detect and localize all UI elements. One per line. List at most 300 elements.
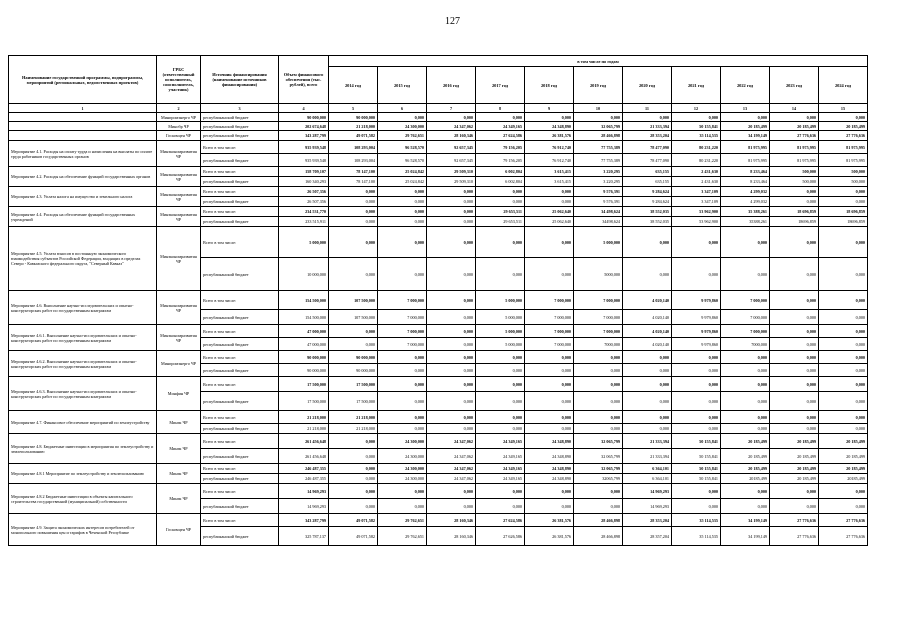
- source-cell: Всего в том числе:: [201, 187, 279, 197]
- measure-name: Мероприятие 4.6.3. Выполнение научно-исследовательских и опытно-конструкторских работ по государственным контрактам: [9, 377, 157, 411]
- year-value-cell: 80 231,220: [672, 154, 721, 167]
- year-value-cell: 0,000: [623, 258, 672, 291]
- year-value-cell: 7000,000: [721, 338, 770, 351]
- year-value-cell: 0,000: [476, 351, 525, 364]
- year-value-cell: 20 185,499: [721, 449, 770, 464]
- year-value-cell: 81 975,995: [819, 154, 868, 167]
- year-value-cell: 0,000: [623, 113, 672, 122]
- year-value-cell: 0,000: [378, 187, 427, 197]
- grbs-cell: Минэкономразвития ЧР: [157, 141, 201, 167]
- year-value-cell: 0,000: [329, 474, 378, 484]
- year-value-cell: 0,000: [819, 338, 868, 351]
- year-value-cell: 5 000,000: [574, 227, 623, 258]
- year-value-cell: 76 912,740: [525, 154, 574, 167]
- year-value-cell: 0,000: [427, 227, 476, 258]
- total-value-cell: 343 287,799: [279, 514, 329, 527]
- year-value-cell: 0,000: [378, 392, 427, 411]
- source-cell: республиканский бюджет: [201, 310, 279, 325]
- grbs-cell: Минфин ЧР: [157, 377, 201, 411]
- year-value-cell: 3 615,415: [525, 167, 574, 177]
- year-value-cell: 0,000: [770, 197, 819, 207]
- year-value-cell: 0,000: [672, 258, 721, 291]
- year-value-cell: 0,000: [427, 364, 476, 377]
- year-value-cell: 0,000: [476, 484, 525, 499]
- year-value-cell: 0,000: [672, 424, 721, 434]
- year-value-cell: 29 762,651: [378, 527, 427, 546]
- year-value-cell: 28 466,898: [574, 514, 623, 527]
- total-value-cell: 325 787,137: [279, 527, 329, 546]
- year-value-cell: 9 979,860: [672, 291, 721, 310]
- year-value-cell: 0,000: [672, 377, 721, 392]
- table-row: [9, 167, 868, 177]
- year-value-cell: 0,000: [378, 484, 427, 499]
- grbs-cell: Госкомцен ЧР: [157, 131, 201, 141]
- year-value-cell: 24 349,165: [476, 464, 525, 474]
- year-value-cell: 20 185,499: [770, 464, 819, 474]
- year-value-cell: 32 065,799: [574, 449, 623, 464]
- financing-table: [8, 55, 868, 546]
- column-number: 2: [157, 104, 201, 113]
- year-value-cell: 6 002,804: [476, 177, 525, 187]
- table-row: [9, 325, 868, 338]
- year-value-cell: 0,000: [329, 197, 378, 207]
- year-value-cell: 81 975,995: [721, 141, 770, 154]
- year-value-cell: 32 065,799: [574, 122, 623, 131]
- year-value-cell: 34 498,624: [574, 207, 623, 217]
- year-value-cell: 96 528,570: [378, 154, 427, 167]
- year-value-cell: 49 071,582: [329, 131, 378, 141]
- year-value-cell: 0,000: [721, 484, 770, 499]
- source-cell: республиканский бюджет: [201, 258, 279, 291]
- total-value-cell: 158 709,107: [279, 167, 329, 177]
- year-value-cell: 0,000: [819, 424, 868, 434]
- year-value-cell: 27 776,636: [770, 131, 819, 141]
- measure-name: Мероприятие 4.3. Уплата налога на имущество и земельного налога: [9, 187, 157, 207]
- table-row: [9, 187, 868, 197]
- year-value-cell: 0,000: [574, 392, 623, 411]
- year-value-cell: 9 979,860: [672, 325, 721, 338]
- year-value-cell: 24 347,062: [427, 464, 476, 474]
- year-value-cell: 81 975,995: [770, 141, 819, 154]
- grbs-cell: Минпромэнерго ЧР: [157, 113, 201, 122]
- year-value-cell: 4 299,032: [721, 197, 770, 207]
- year-value-cell: 635,155: [623, 167, 672, 177]
- year-value-cell: 6 364,101: [623, 474, 672, 484]
- year-value-cell: 3 347,109: [672, 187, 721, 197]
- year-value-cell: 0,000: [574, 424, 623, 434]
- year-value-cell: 77 755,389: [574, 141, 623, 154]
- year-value-cell: 0,000: [721, 499, 770, 514]
- year-value-cell: 92 657,345: [427, 141, 476, 154]
- year-value-cell: 24 300,000: [378, 449, 427, 464]
- year-value-cell: 0,000: [329, 207, 378, 217]
- total-value-cell: 261 456,648: [279, 449, 329, 464]
- table-row: [9, 113, 868, 122]
- year-value-cell: 20 185,499: [721, 122, 770, 131]
- year-value-cell: 2 431,630: [672, 167, 721, 177]
- year-value-cell: 20 185,499: [819, 449, 868, 464]
- year-value-cell: 0,000: [574, 351, 623, 364]
- total-value-cell: 14 969,293: [279, 499, 329, 514]
- grbs-cell: Минэк ЧР: [157, 411, 201, 434]
- year-value-cell: 0,000: [378, 258, 427, 291]
- year-value-cell: 0,000: [819, 310, 868, 325]
- year-value-cell: 25 024,842: [378, 167, 427, 177]
- year-value-cell: 9 284,624: [623, 197, 672, 207]
- year-value-cell: 0,000: [623, 424, 672, 434]
- table-row: [9, 122, 868, 131]
- year-value-cell: 20 185,499: [721, 464, 770, 474]
- year-value-cell: 8 233,464: [721, 177, 770, 187]
- total-value-cell: 10 000,000: [279, 258, 329, 291]
- year-value-cell: 108 293,004: [329, 141, 378, 154]
- year-value-cell: 0,000: [378, 197, 427, 207]
- year-value-cell: 90 000,000: [329, 113, 378, 122]
- year-value-cell: 3 220,295: [574, 167, 623, 177]
- year-value-cell: 24 349,165: [476, 449, 525, 464]
- source-cell: Всего в том числе:: [201, 325, 279, 338]
- header-year: 2018 год: [525, 67, 574, 104]
- source-cell: Всего в том числе:: [201, 434, 279, 449]
- year-value-cell: 32 065,799: [574, 464, 623, 474]
- year-value-cell: 0,000: [427, 197, 476, 207]
- year-value-cell: 24 348,890: [525, 474, 574, 484]
- year-value-cell: 76 912,740: [525, 141, 574, 154]
- year-value-cell: 35388,261: [721, 217, 770, 227]
- year-value-cell: 0,000: [427, 207, 476, 217]
- measure-name: Мероприятие 4.8.2 Бюджетные инвестиции в объекты капитального строительства государственной (муниципальной) собственности: [9, 484, 157, 514]
- year-value-cell: 27 776,636: [770, 527, 819, 546]
- source-cell: республиканский бюджет: [201, 217, 279, 227]
- year-value-cell: 0,000: [525, 411, 574, 424]
- grbs-cell: Минэкономразвития ЧР: [157, 227, 201, 291]
- source-cell: Всего в том числе:: [201, 411, 279, 424]
- year-value-cell: 500,000: [819, 167, 868, 177]
- measure-name: Мероприятие 4.6. Выполнение научно-исследовательских и опытно-конструкторских работ по государственным контрактам: [9, 291, 157, 325]
- year-value-cell: 0,000: [329, 187, 378, 197]
- year-value-cell: 0,000: [329, 227, 378, 258]
- grbs-cell: Минобр ЧР: [157, 122, 201, 131]
- year-value-cell: 78 477,090: [623, 154, 672, 167]
- year-value-cell: 0,000: [378, 113, 427, 122]
- year-value-cell: 21 333,394: [623, 434, 672, 449]
- total-value-cell: 90 000,000: [279, 113, 329, 122]
- year-value-cell: 0,000: [770, 113, 819, 122]
- year-value-cell: 0,000: [672, 113, 721, 122]
- year-value-cell: 29 509,310: [427, 177, 476, 187]
- year-value-cell: 7 000,000: [525, 338, 574, 351]
- year-value-cell: 0,000: [819, 197, 868, 207]
- year-value-cell: 27 624,586: [476, 514, 525, 527]
- year-value-cell: 0,000: [378, 377, 427, 392]
- year-value-cell: 0,000: [476, 113, 525, 122]
- header-year: 2017 год: [476, 67, 525, 104]
- grbs-cell: Госкомцен ЧР: [157, 514, 201, 546]
- year-value-cell: 0,000: [427, 484, 476, 499]
- year-value-cell: 25 024,842: [378, 177, 427, 187]
- year-value-cell: 0,000: [819, 258, 868, 291]
- total-value-cell: 261 456,648: [279, 434, 329, 449]
- year-value-cell: 35 114,535: [672, 131, 721, 141]
- year-value-cell: 0,000: [378, 364, 427, 377]
- total-value-cell: 935 939,548: [279, 141, 329, 154]
- year-value-cell: 0,000: [378, 351, 427, 364]
- source-cell: Всего в том числе:: [201, 141, 279, 154]
- year-value-cell: 26 381,576: [525, 131, 574, 141]
- year-value-cell: 0,000: [721, 113, 770, 122]
- year-value-cell: 7 000,000: [525, 291, 574, 310]
- year-value-cell: 29 653,511: [476, 217, 525, 227]
- year-value-cell: 17 500,000: [329, 392, 378, 411]
- column-number: 7: [427, 104, 476, 113]
- column-number: 13: [721, 104, 770, 113]
- year-value-cell: 0,000: [427, 325, 476, 338]
- year-value-cell: 78 147,100: [329, 177, 378, 187]
- source-cell: Всего в том числе:: [201, 351, 279, 364]
- year-value-cell: 0,000: [427, 291, 476, 310]
- year-value-cell: 0,000: [672, 411, 721, 424]
- year-value-cell: 0,000: [672, 364, 721, 377]
- year-value-cell: 26 381,576: [525, 527, 574, 546]
- year-value-cell: 0,000: [329, 434, 378, 449]
- year-value-cell: 0,000: [329, 338, 378, 351]
- year-value-cell: 108 293,004: [329, 154, 378, 167]
- year-value-cell: 0,000: [819, 325, 868, 338]
- year-value-cell: 0,000: [329, 499, 378, 514]
- year-value-cell: 0,000: [672, 392, 721, 411]
- year-value-cell: 81 975,995: [770, 154, 819, 167]
- source-cell: Всего в том числе:: [201, 167, 279, 177]
- year-value-cell: 9 284,624: [623, 187, 672, 197]
- year-value-cell: 500,000: [819, 177, 868, 187]
- year-value-cell: 29 762,651: [378, 514, 427, 527]
- total-value-cell: 154 500,000: [279, 291, 329, 310]
- year-value-cell: 27 626,586: [476, 527, 525, 546]
- year-value-cell: 3 615,415: [525, 177, 574, 187]
- year-value-cell: 21 218,000: [329, 424, 378, 434]
- year-value-cell: 0,000: [329, 449, 378, 464]
- year-value-cell: 0,000: [525, 364, 574, 377]
- year-value-cell: 28 466,898: [574, 527, 623, 546]
- year-value-cell: 0,000: [721, 377, 770, 392]
- year-value-cell: 20 185,499: [819, 464, 868, 474]
- year-value-cell: 0,000: [819, 187, 868, 197]
- source-cell: республиканский бюджет: [201, 338, 279, 351]
- year-value-cell: 8 233,464: [721, 167, 770, 177]
- year-value-cell: 7 000,000: [525, 310, 574, 325]
- grbs-cell: Минпромэнерго ЧР: [157, 351, 201, 377]
- year-value-cell: 81 975,995: [721, 154, 770, 167]
- year-value-cell: 0,000: [672, 227, 721, 258]
- source-cell: республиканский бюджет: [201, 499, 279, 514]
- year-value-cell: 0,000: [672, 351, 721, 364]
- year-value-cell: 24 300,000: [378, 474, 427, 484]
- year-value-cell: 20 185,499: [770, 434, 819, 449]
- year-value-cell: 9 979,860: [672, 338, 721, 351]
- measure-name: Мероприятие 4.4. Расходы на обеспечение функций государственных учреждений: [9, 207, 157, 227]
- year-value-cell: 35 388,261: [721, 207, 770, 217]
- year-value-cell: 27 624,586: [476, 131, 525, 141]
- year-value-cell: 500,000: [770, 167, 819, 177]
- header-year: 2024 год: [819, 67, 868, 104]
- year-value-cell: 20 185,499: [819, 434, 868, 449]
- total-value-cell: 26 507,356: [279, 197, 329, 207]
- year-value-cell: 79 156,205: [476, 154, 525, 167]
- year-value-cell: 0,000: [623, 227, 672, 258]
- year-value-cell: 38 552,035: [623, 217, 672, 227]
- year-value-cell: 0,000: [819, 377, 868, 392]
- total-value-cell: 21 218,000: [279, 411, 329, 424]
- year-value-cell: 4 020,140: [623, 338, 672, 351]
- year-value-cell: 50 155,841: [672, 449, 721, 464]
- year-value-cell: 0,000: [574, 364, 623, 377]
- total-value-cell: 90 000,000: [279, 351, 329, 364]
- year-value-cell: 0,000: [770, 351, 819, 364]
- year-value-cell: 25 062,640: [525, 217, 574, 227]
- year-value-cell: 0,000: [623, 411, 672, 424]
- year-value-cell: 24 349,165: [476, 434, 525, 449]
- measure-name: Мероприятие 4.6.1. Выполнение научно-исследовательских и опытно-конструкторских работ по государственным контрактам: [9, 325, 157, 351]
- year-value-cell: 0,000: [574, 499, 623, 514]
- source-cell: республиканский бюджет: [201, 154, 279, 167]
- header-year: 2022 год: [721, 67, 770, 104]
- year-value-cell: 24 348,890: [525, 449, 574, 464]
- grbs-cell: Минэкономразвития ЧР: [157, 167, 201, 187]
- header-years-group: в том числе по годам: [329, 56, 868, 67]
- year-value-cell: 0,000: [525, 424, 574, 434]
- year-value-cell: 0,000: [427, 310, 476, 325]
- table-row: [9, 141, 868, 154]
- year-value-cell: 96 528,570: [378, 141, 427, 154]
- grbs-cell: Минэкономразвития ЧР: [157, 207, 201, 227]
- year-value-cell: 0,000: [623, 377, 672, 392]
- year-value-cell: 0,000: [819, 411, 868, 424]
- header-year: 2023 год: [770, 67, 819, 104]
- column-number: 4: [279, 104, 329, 113]
- year-value-cell: 0,000: [476, 377, 525, 392]
- year-value-cell: 0,000: [427, 411, 476, 424]
- year-value-cell: 9 576,391: [574, 197, 623, 207]
- year-value-cell: 0,000: [427, 499, 476, 514]
- year-value-cell: 7 000,000: [721, 291, 770, 310]
- year-value-cell: 9 576,391: [574, 187, 623, 197]
- year-value-cell: 4 020,140: [623, 291, 672, 310]
- year-value-cell: 0,000: [721, 411, 770, 424]
- year-value-cell: 5000,000: [574, 258, 623, 291]
- year-value-cell: 0,000: [427, 258, 476, 291]
- year-value-cell: 28 466,898: [574, 131, 623, 141]
- year-value-cell: 78 147,100: [329, 167, 378, 177]
- table-row: [9, 227, 868, 258]
- year-value-cell: 28 357,204: [623, 527, 672, 546]
- source-cell: республиканский бюджет: [201, 131, 279, 141]
- year-value-cell: 0,000: [574, 484, 623, 499]
- year-value-cell: 0,000: [427, 217, 476, 227]
- year-value-cell: 17 500,000: [329, 377, 378, 392]
- year-value-cell: 0,000: [770, 364, 819, 377]
- year-value-cell: 24 347,062: [427, 122, 476, 131]
- year-value-cell: 0,000: [721, 392, 770, 411]
- total-value-cell: 935 939,548: [279, 154, 329, 167]
- source-cell: республиканский бюджет: [201, 474, 279, 484]
- year-value-cell: 0,000: [427, 113, 476, 122]
- year-value-cell: 29 762,651: [378, 131, 427, 141]
- year-value-cell: 0,000: [378, 411, 427, 424]
- year-value-cell: 27 776,636: [819, 131, 868, 141]
- year-value-cell: 0,000: [672, 484, 721, 499]
- year-value-cell: 50 155,841: [672, 122, 721, 131]
- year-value-cell: 24 348,890: [525, 434, 574, 449]
- table-row: [9, 207, 868, 217]
- year-value-cell: 0,000: [476, 227, 525, 258]
- year-value-cell: 0,000: [770, 310, 819, 325]
- year-value-cell: 34 199,149: [721, 527, 770, 546]
- year-value-cell: 0,000: [427, 392, 476, 411]
- year-value-cell: 0,000: [672, 499, 721, 514]
- year-value-cell: 0,000: [574, 113, 623, 122]
- year-value-cell: 0,000: [427, 187, 476, 197]
- year-value-cell: 21 333,394: [623, 449, 672, 464]
- header-year: 2021 год: [672, 67, 721, 104]
- year-value-cell: 90 000,000: [329, 364, 378, 377]
- column-number: 8: [476, 104, 525, 113]
- year-value-cell: 18 696,859: [770, 207, 819, 217]
- table-row: [9, 291, 868, 310]
- year-value-cell: 0,000: [427, 351, 476, 364]
- year-value-cell: 27 776,636: [819, 527, 868, 546]
- year-value-cell: 34498,624: [574, 217, 623, 227]
- year-value-cell: 5 000,000: [476, 325, 525, 338]
- year-value-cell: 24 347,062: [427, 434, 476, 449]
- year-value-cell: 29 653,511: [476, 207, 525, 217]
- total-value-cell: 343 287,799: [279, 131, 329, 141]
- year-value-cell: 0,000: [770, 499, 819, 514]
- year-value-cell: 27 776,636: [819, 514, 868, 527]
- measure-name: [9, 113, 157, 122]
- measure-name: Мероприятие 4.2. Расходы на обеспечение функций государственных органов: [9, 167, 157, 187]
- source-cell: республиканский бюджет: [201, 449, 279, 464]
- year-value-cell: 0,000: [378, 217, 427, 227]
- year-value-cell: 50 155,841: [672, 464, 721, 474]
- year-value-cell: 107 500,000: [329, 310, 378, 325]
- year-value-cell: 4 299,032: [721, 187, 770, 197]
- year-value-cell: 7 000,000: [525, 325, 574, 338]
- year-value-cell: 0,000: [329, 325, 378, 338]
- page-number: 127: [445, 16, 460, 27]
- year-value-cell: 28 160,346: [427, 514, 476, 527]
- table-row: [9, 484, 868, 499]
- year-value-cell: 0,000: [819, 484, 868, 499]
- measure-name: Мероприятие 4.1. Расходы на оплату труда и начисления на выплаты по оплате труда работников государственных органов: [9, 141, 157, 167]
- year-value-cell: 0,000: [525, 377, 574, 392]
- year-value-cell: 7 000,000: [721, 325, 770, 338]
- year-value-cell: 20 185,499: [819, 122, 868, 131]
- year-value-cell: 0,000: [525, 258, 574, 291]
- year-value-cell: 0,000: [378, 499, 427, 514]
- year-value-cell: 53 962,900: [672, 207, 721, 217]
- year-value-cell: 49 071,582: [329, 527, 378, 546]
- year-value-cell: 0,000: [378, 227, 427, 258]
- total-value-cell: 21 218,000: [279, 424, 329, 434]
- year-value-cell: 0,000: [819, 351, 868, 364]
- year-value-cell: 28 353,204: [623, 131, 672, 141]
- source-cell: Всего в том числе:: [201, 377, 279, 392]
- year-value-cell: 81 975,995: [819, 141, 868, 154]
- header-grbs: ГРБС (ответственный исполнитель, соисполнитель, участник): [157, 56, 201, 104]
- measure-name: Мероприятие 4.8. Бюджетные инвестиции в мероприятия по землеустройству и землепользованию: [9, 434, 157, 464]
- total-value-cell: 14 969,293: [279, 484, 329, 499]
- year-value-cell: 26 381,576: [525, 514, 574, 527]
